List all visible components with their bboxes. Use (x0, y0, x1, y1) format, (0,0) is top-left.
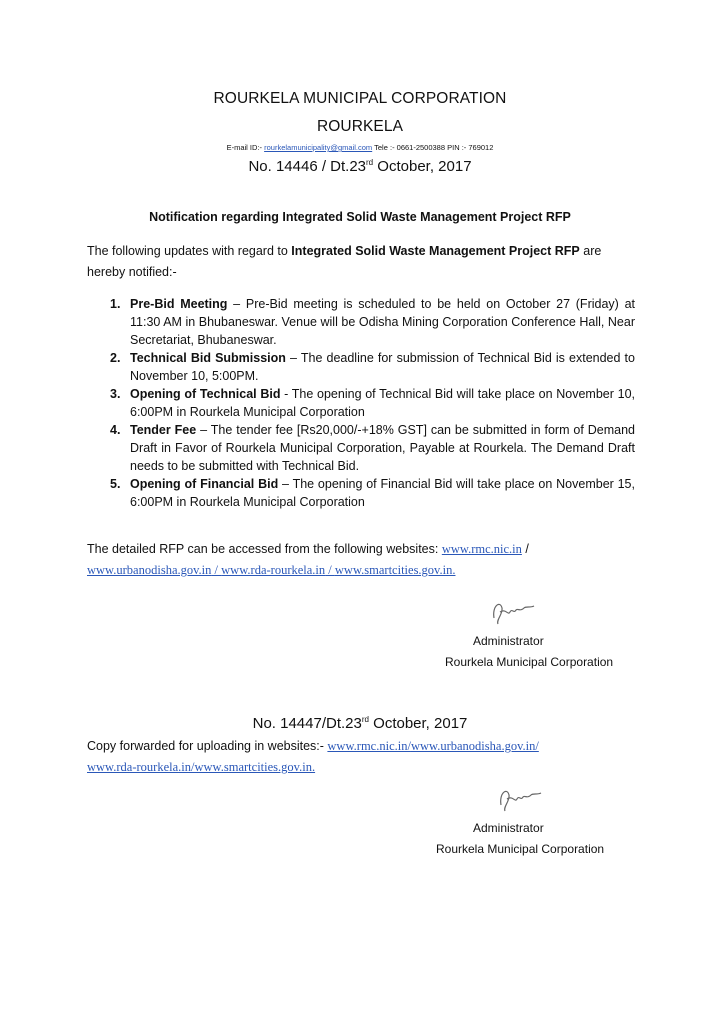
signature-icon (486, 596, 536, 628)
item-text: – Pre-Bid meeting is scheduled to be held on October 27 (Friday) at 11:30 AM in Bhubaneswar. Venue will be Odisha Mining Corporation Conference Hall, Near Secretariat, Bhubaneswar. (130, 297, 635, 347)
item-heading: Pre-Bid Meeting (130, 297, 228, 311)
item-heading: Opening of Financial Bid (130, 477, 279, 491)
intro-paragraph (87, 241, 637, 283)
ref-suffix: October, 2017 (373, 158, 472, 175)
signature2-org: Rourkela Municipal Corporation (436, 842, 605, 856)
contact-line (0, 143, 720, 152)
rfp-access-paragraph (87, 539, 647, 581)
ref-prefix: No. 14446 / Dt.23 (248, 158, 367, 175)
ref-sup: rd (366, 158, 374, 167)
signature1-org: Rourkela Municipal Corporation (445, 655, 614, 669)
item-text: – The opening of Financial Bid will take place on November 15, 6:00PM in Rourkela Municipal Corporation (130, 477, 635, 509)
item-number: 3. (110, 387, 121, 401)
email-link[interactable]: rourkelamunicipality@gmail.com (264, 143, 373, 152)
tele-pin: Tele :- 0661-2500388 PIN :- 769012 (374, 143, 494, 152)
item-number: 2. (110, 351, 121, 365)
link-rmc[interactable]: www.rmc.nic.in (441, 542, 522, 556)
signature-icon (493, 783, 543, 815)
intro-suffix: are hereby notified:- (87, 244, 602, 279)
copy-link-smartcities[interactable]: www.smartcities.gov.in. (194, 760, 316, 774)
copy-ref-suffix: October, 2017 (368, 715, 468, 732)
item-number: 5. (110, 477, 121, 491)
copy-link-rda-rourkela[interactable]: www.rda-rourkela.in/ (87, 760, 195, 774)
rfp-access-text: The detailed RFP can be accessed from the following websites: (87, 542, 442, 556)
item-heading: Opening of Technical Bid (130, 387, 281, 401)
copy-reference-number (0, 715, 720, 732)
separator: / (521, 542, 529, 556)
copy-paragraph (87, 736, 647, 778)
item-text: – The deadline for submission of Technical Bid is extended to November 10, 5:00PM. (130, 351, 635, 383)
copy-link-rmc[interactable]: www.rmc.nic.in/ (327, 739, 411, 753)
item-number: 4. (110, 423, 121, 437)
updates-list (110, 295, 635, 511)
item-text: - The opening of Technical Bid will take place on November 10, 6:00PM in Rourkela Municipal Corporation (130, 387, 635, 419)
signature-image (486, 596, 536, 633)
intro-bold: Integrated Solid Waste Management Project RFP (291, 244, 580, 258)
reference-number (0, 158, 720, 175)
item-heading: Technical Bid Submission (130, 351, 286, 365)
list-item-opening-financial-bid (110, 475, 635, 511)
separator: / (211, 563, 222, 577)
city-name: ROURKELA (316, 118, 404, 135)
list-item-opening-technical-bid (110, 385, 635, 421)
list-item-pre-bid (110, 295, 635, 349)
copy-ref-prefix: No. 14447/Dt.23 (252, 715, 362, 732)
intro-prefix: The following updates with regard to (87, 244, 292, 258)
item-number: 1. (110, 297, 121, 311)
link-smartcities[interactable]: www.smartcities.gov.in. (334, 563, 456, 577)
item-text: – The tender fee [Rs20,000/-+18% GST] can be submitted in form of Demand Draft in Favor of Rourkela Municipal Corporation, Payable at Rourkela. The Demand Draft needs to be submitted with Technical Bid. (130, 423, 635, 473)
signature2-image (493, 783, 543, 820)
signature2-title: Administrator (473, 821, 544, 835)
item-heading: Tender Fee (130, 423, 197, 437)
signature1-title: Administrator (473, 634, 544, 648)
link-urbanodisha[interactable]: www.urbanodisha.gov.in (87, 563, 212, 577)
list-item-technical-bid-submission (110, 349, 635, 385)
org-name: ROURKELA MUNICIPAL CORPORATION (213, 90, 507, 107)
separator: / (325, 563, 335, 577)
copy-ref-sup: rd (361, 715, 369, 724)
link-rda-rourkela[interactable]: www.rda-rourkela.in (221, 563, 326, 577)
notification-title: Notification regarding Integrated Solid Waste Management Project RFP (149, 210, 571, 224)
email-label: E-mail ID:- (226, 143, 263, 152)
copy-link-urbanodisha[interactable]: www.urbanodisha.gov.in/ (410, 739, 539, 753)
list-item-tender-fee (110, 421, 635, 475)
copy-text: Copy forwarded for uploading in websites:- (87, 739, 328, 753)
